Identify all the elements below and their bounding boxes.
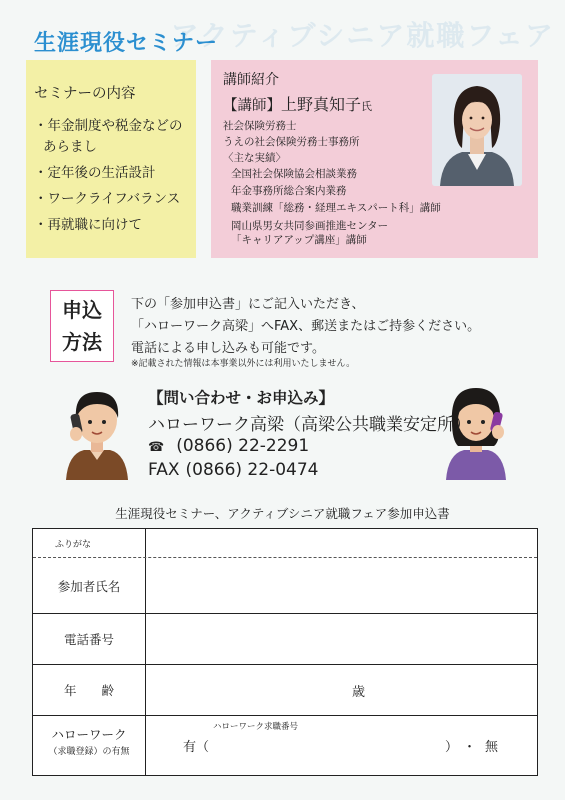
- achievement-item: 岡山県男女共同参画推進センター: [231, 220, 389, 232]
- contact-heading: 【問い合わせ・お申込み】: [148, 389, 335, 407]
- age-unit: 歳: [352, 685, 366, 700]
- achievement-item: 全国社会保険協会相談業務: [231, 168, 357, 180]
- contact-tel: [148, 436, 309, 456]
- method-line: 下の「参加申込書」にご記入いただき、: [131, 297, 365, 312]
- topic-item: あらまし: [43, 139, 97, 155]
- topic-item: ・ワークライフバランス: [34, 191, 181, 207]
- contact-office: ハローワーク高梁（高梁公共職業安定所）: [148, 415, 471, 435]
- hw-close: ）: [445, 740, 459, 755]
- achievement-item: 「キャリアアップ講座」講師: [231, 234, 367, 246]
- lecturer-panel: [211, 60, 538, 258]
- application-form: [32, 528, 538, 776]
- hw-separator: ・: [463, 740, 477, 755]
- fax-number: (0866) 22-0474: [185, 460, 319, 480]
- topics-heading: セミナーの内容: [34, 86, 136, 102]
- phone-icon: ☎: [148, 440, 165, 455]
- lecturer-name-text: 上野真知子: [281, 95, 362, 114]
- tel-number: (0866) 22-2291: [176, 436, 310, 456]
- age-label: 年 齢: [63, 683, 114, 698]
- name-field[interactable]: [146, 559, 536, 612]
- method-line: 電話による申し込みも可能です。: [131, 341, 325, 356]
- furigana-label: ふりがな: [54, 540, 91, 550]
- phone-label: 電話番号: [63, 632, 114, 647]
- hw-number-label: ハローワーク求職番号: [213, 722, 299, 732]
- achievement-item: 年金事務所総合案内業務: [231, 185, 347, 197]
- achievements-heading: 〈主な実績〉: [223, 152, 286, 164]
- topics-list: [34, 116, 194, 241]
- hw-number-field[interactable]: [218, 729, 443, 759]
- lecturer-office: うえの社会保険労務士事務所: [223, 136, 360, 148]
- form-title: 生涯現役セミナー、アクティブシニア就職フェア参加申込書: [115, 506, 450, 521]
- furigana-field[interactable]: [146, 530, 536, 556]
- method-label-line: 申込: [62, 298, 102, 322]
- method-label-line: 方法: [62, 330, 102, 354]
- lecturer-name-prefix: 【講師】: [223, 98, 281, 114]
- lecturer-name: [223, 92, 372, 115]
- page-title: 生涯現役セミナー: [34, 31, 219, 56]
- seminar-topics-panel: [26, 60, 196, 258]
- hw-yes[interactable]: 有（: [183, 740, 210, 755]
- lecturer-title: 社会保険労務士: [223, 120, 297, 132]
- lecturer-heading: 講師紹介: [223, 72, 279, 88]
- man-on-phone-illustration: [62, 380, 132, 484]
- fax-label: FAX: [148, 460, 180, 480]
- hw-no[interactable]: 無: [485, 740, 499, 755]
- hw-sublabel: （求職登録）の有無: [48, 747, 130, 757]
- age-field[interactable]: [146, 666, 536, 714]
- topic-item: ・定年後の生活設計: [34, 165, 156, 181]
- name-label: 参加者氏名: [57, 579, 121, 594]
- privacy-note: ※記載された情報は本事業以外には利用いたしません。: [131, 359, 356, 369]
- achievement-item: 職業訓練「総務・経理エキスパート科」講師: [231, 202, 441, 214]
- phone-field[interactable]: [146, 615, 536, 663]
- topic-item: ・年金制度や税金などの: [34, 118, 183, 134]
- contact-fax: [148, 460, 318, 480]
- topic-item: ・再就職に向けて: [34, 217, 142, 233]
- lecturer-photo: [432, 74, 522, 186]
- application-method-label: [50, 290, 114, 362]
- hw-label: ハローワーク: [51, 727, 127, 742]
- lecturer-name-suffix: 氏: [361, 100, 373, 113]
- method-line: 「ハローワーク高梁」へFAX、郵送またはご持参ください。: [131, 319, 481, 334]
- ghost-title: アクティブシニア就職フェア: [170, 19, 555, 52]
